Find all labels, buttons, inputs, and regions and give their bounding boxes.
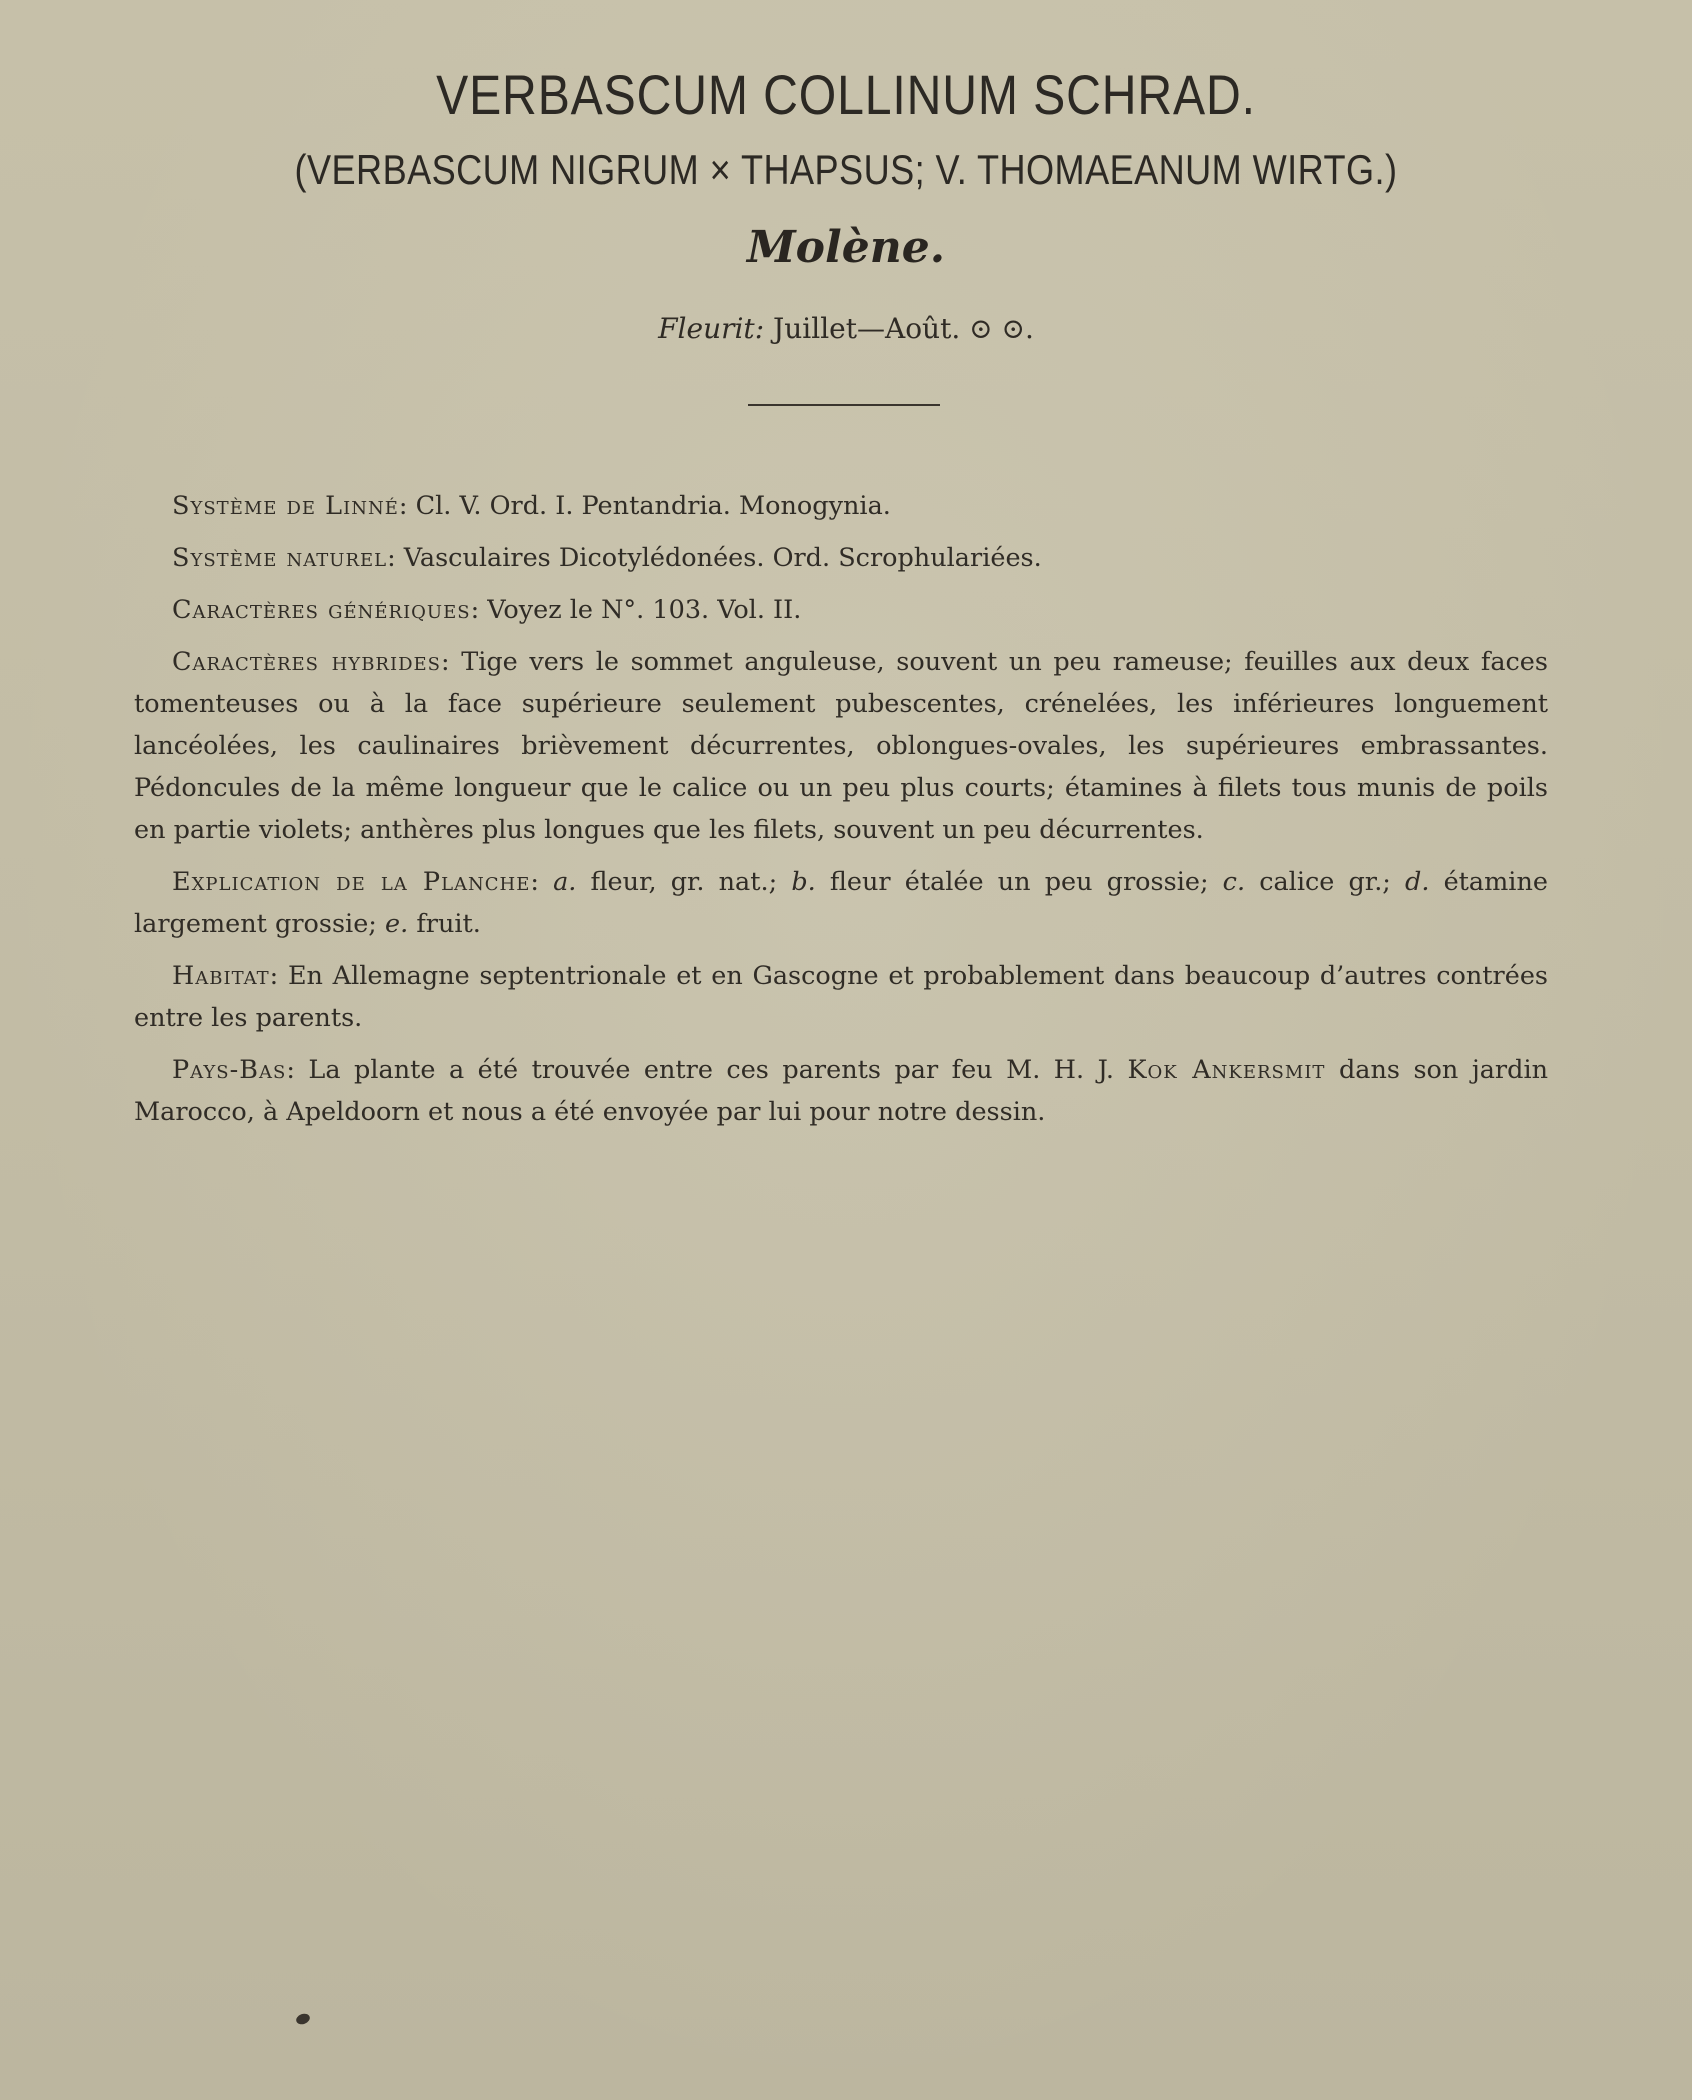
text-habitat: En Allemagne septentrionale et en Gascogne et probablement dans beaucoup d’autres contrées entre les parents. (134, 961, 1548, 1033)
description-body (134, 485, 1548, 1143)
species-synonyms: (VERBASCUM NIGRUM × THAPSUS; V. THOMAEANUM WIRTG.) (294, 146, 1398, 193)
plate-key-b: b. (791, 867, 816, 897)
paragraph-generiques: Caractères génériques: Voyez le N°. 103. Vol. II. (172, 595, 802, 625)
text-generiques: Voyez le N°. 103. Vol. II. (487, 595, 802, 625)
flowering-value: Juillet—Août. ⊙ ⊙. (773, 312, 1034, 345)
label-habitat: Habitat (172, 961, 270, 991)
label-linne: Système de Linné (172, 491, 399, 521)
label-generiques: Caractères génériques (172, 595, 471, 625)
label-paysbas: Pays-Bas (172, 1055, 287, 1085)
ink-speck (295, 2012, 312, 2026)
text-paysbas-2: dans son jardin Marocco, à Apeldoorn et nous a été envoyée par lui pour notre dessin. (134, 1055, 1549, 1127)
paragraph-linne: Système de Linné: Cl. V. Ord. I. Pentandria. Monogynia. (172, 491, 891, 521)
plate-key-a: a. (553, 867, 577, 897)
collector-name: Kok Ankersmit (1127, 1055, 1326, 1085)
label-planche: Explication de la Planche (172, 867, 531, 897)
paragraph-planche: Explication de la Planche: a. fleur, gr. nat.; b. fleur étalée un peu grossie; c. calice gr.; d. étamine largement grossie; e. fruit. (134, 867, 1548, 939)
plate-key-d: d. (1405, 867, 1430, 897)
flowering-line (0, 312, 1692, 345)
plate-text-b: fleur étalée un peu grossie; (829, 867, 1209, 897)
paragraph-naturel: Système naturel: Vasculaires Dicotylédonées. Ord. Scrophulariées. (172, 543, 1042, 573)
paragraph-hybrides: Caractères hybrides: Tige vers le sommet anguleuse, souvent un peu rameuse; feuilles aux deux faces tomenteuses ou à la face supérieure seulement pubescentes, crénelées, les inférieures longuement lancéolées, les caulinaires brièvement décurrentes, oblongues-ovales, les supérieures embrassantes. Pédoncules de la même longueur que le calice ou un peu plus courts; étamines à filets tous munis de poils en partie violets; anthères plus longues que les filets, souvent un peu décurrentes. (134, 647, 1548, 845)
text-naturel: Vasculaires Dicotylédonées. Ord. Scrophulariées. (403, 543, 1042, 573)
text-paysbas-1: La plante a été trouvée entre ces parents par feu M. H. J. (308, 1055, 1114, 1085)
common-name: Molène. (746, 222, 946, 273)
plate-text-a: fleur, gr. nat.; (590, 867, 778, 897)
plate-text-d: étamine largement grossie; (134, 867, 1548, 939)
plate-key-e: e. (385, 909, 409, 939)
paragraph-habitat: Habitat: En Allemagne septentrionale et en Gascogne et probablement dans beaucoup d’autres contrées entre les parents. (134, 961, 1548, 1033)
plate-text-e: fruit. (416, 909, 481, 939)
label-hybrides: Caractères hybrides (172, 647, 441, 677)
species-title: VERBASCUM COLLINUM SCHRAD. (436, 63, 1256, 126)
divider-rule (748, 404, 940, 406)
text-hybrides: Tige vers le sommet anguleuse, souvent un peu rameuse; feuilles aux deux faces tomenteuses ou à la face supérieure seulement pubescentes, crénelées, les inférieures longuement lancéolées, les caulinaires brièvement décurrentes, oblongues-ovales, les supérieures embrassantes. Pédoncules de la même longueur que le calice ou un peu plus courts; étamines à filets tous munis de poils en partie violets; anthères plus longues que les filets, souvent un peu décurrentes. (134, 647, 1548, 845)
label-naturel: Système naturel (172, 543, 388, 573)
flowering-label: Fleurit: (658, 312, 765, 345)
paragraph-paysbas: Pays-Bas: La plante a été trouvée entre ces parents par feu M. H. J. Kok Ankersmit dans son jardin Marocco, à Apeldoorn et nous a été envoyée par lui pour notre dessin. (134, 1055, 1549, 1127)
plate-key-c: c. (1222, 867, 1246, 897)
plate-text-c: calice gr.; (1259, 867, 1391, 897)
text-linne: Cl. V. Ord. I. Pentandria. Monogynia. (415, 491, 891, 521)
